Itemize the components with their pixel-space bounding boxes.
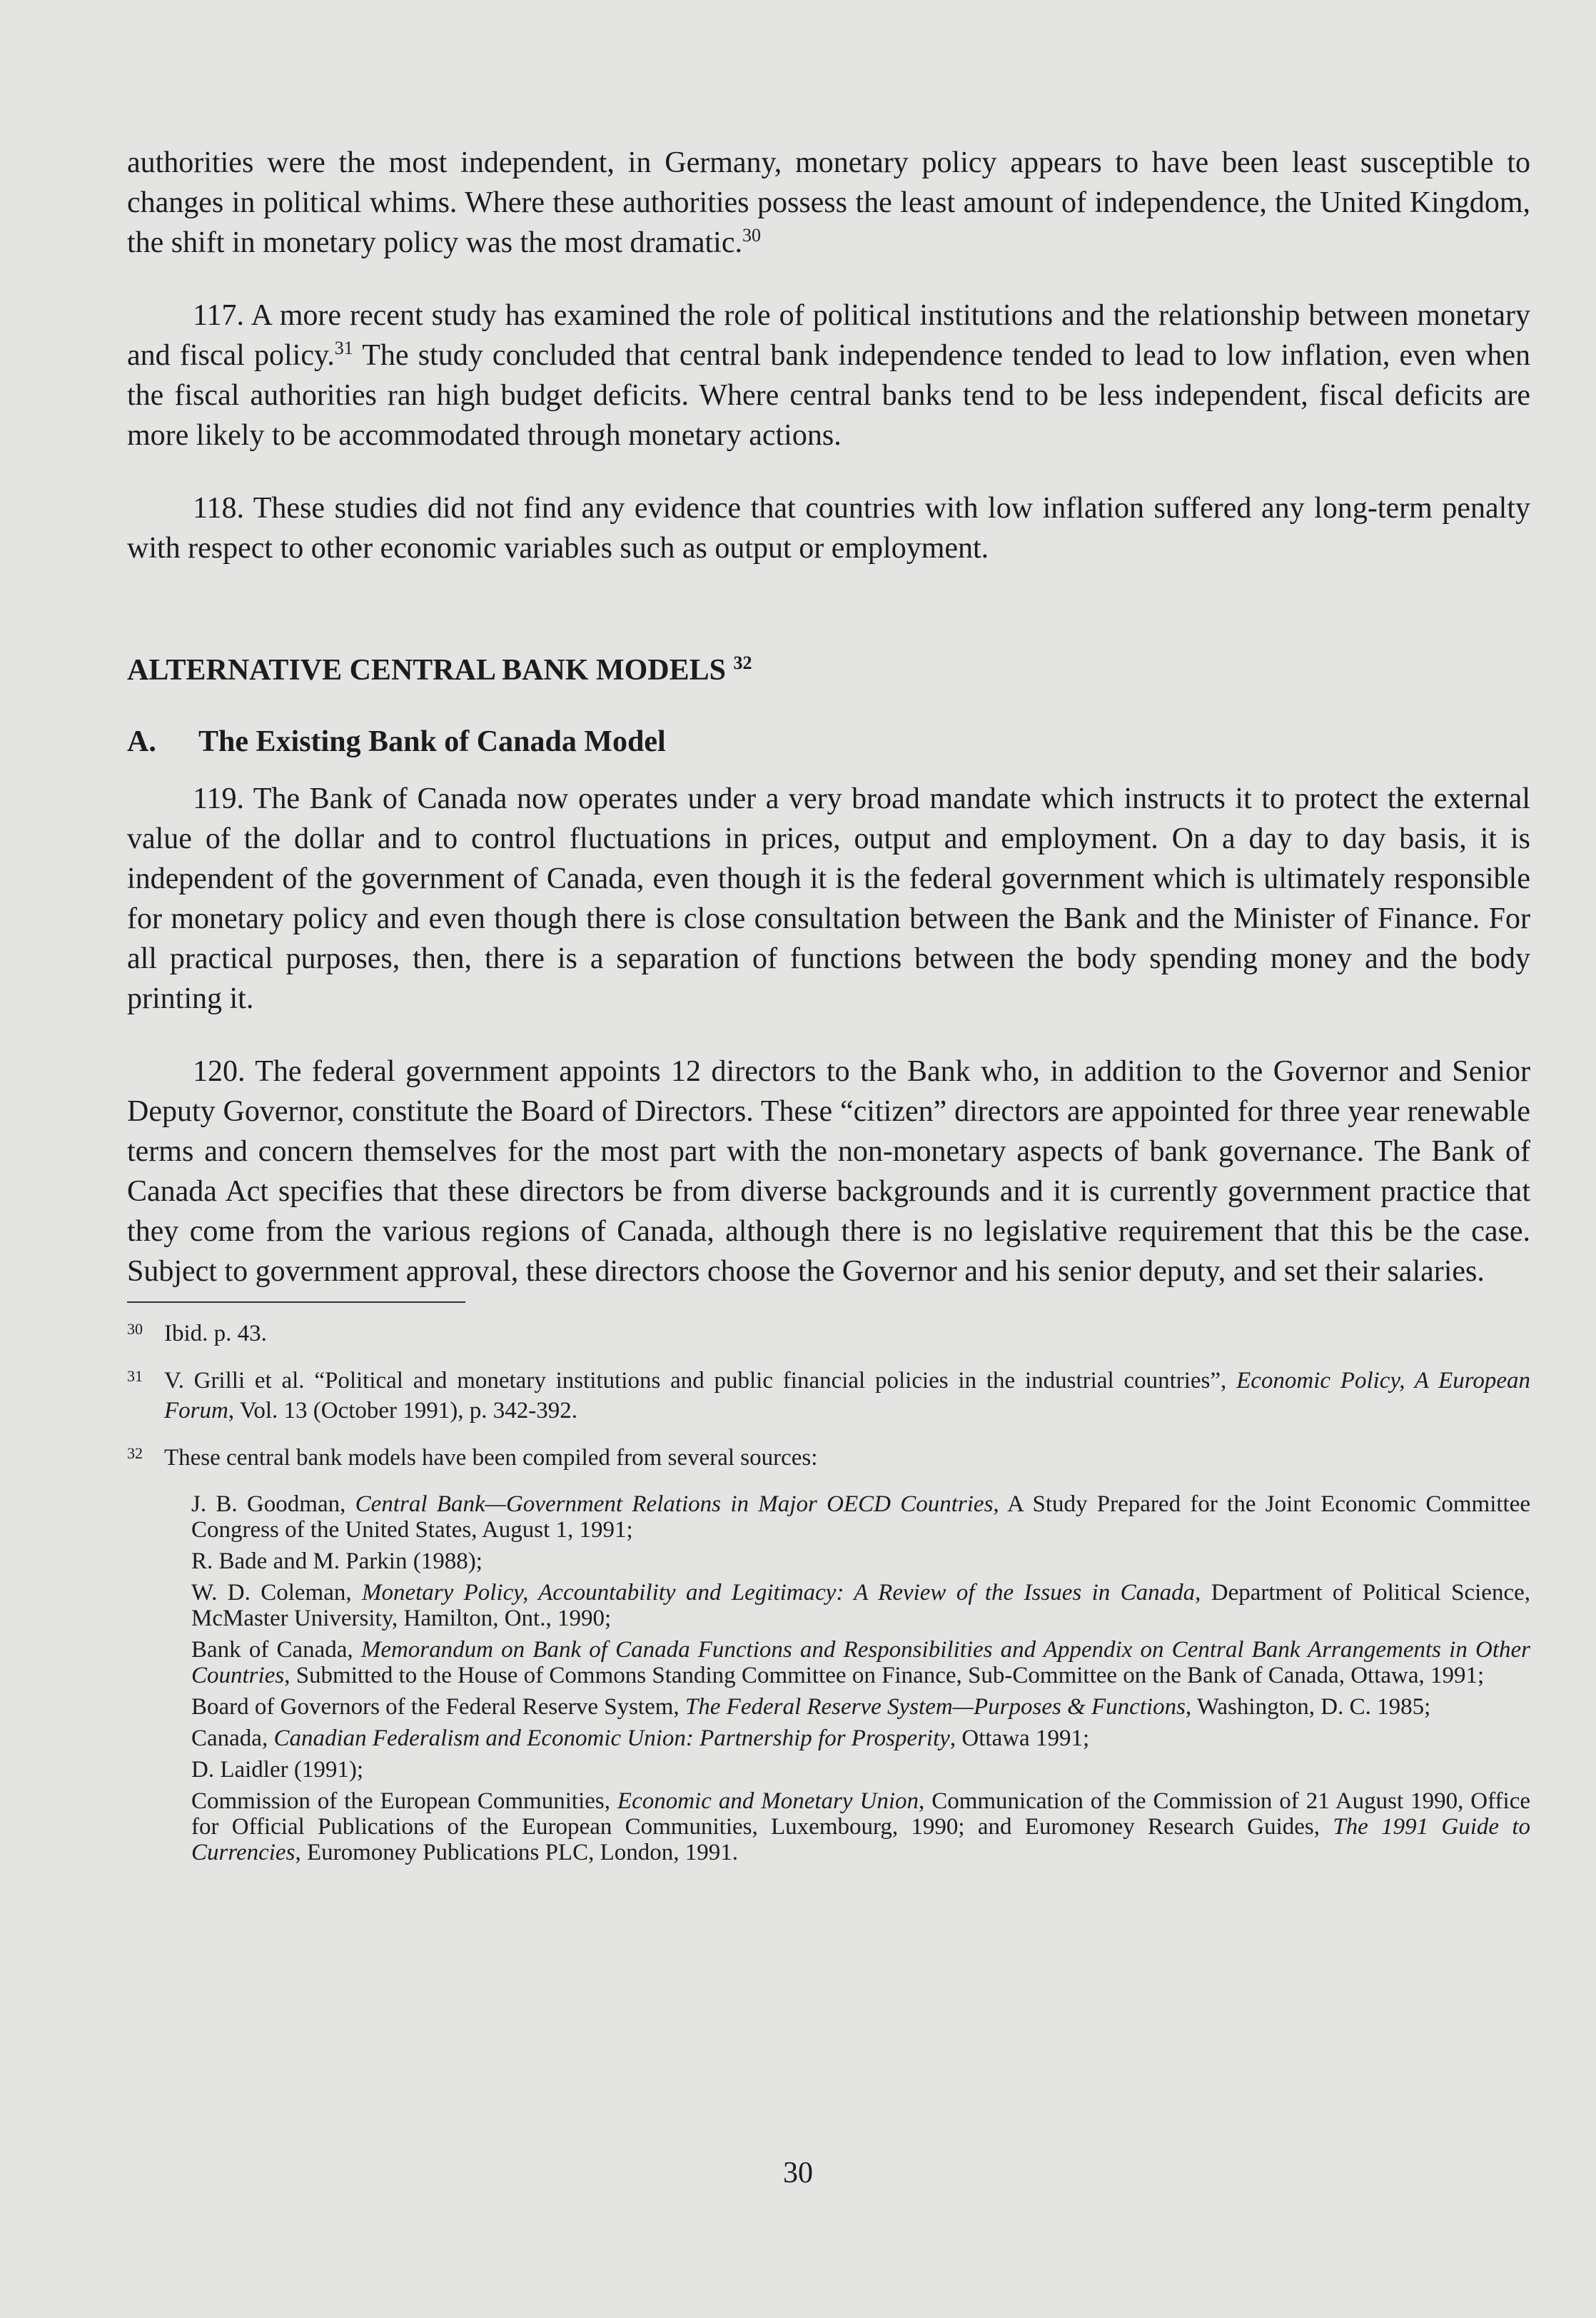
section-heading: ALTERNATIVE CENTRAL BANK MODELS $^{32}$ bbox=[127, 652, 752, 687]
source-item: R. Bade and M. Parkin (1988); bbox=[191, 1548, 483, 1574]
paragraph-117: 117. A more recent study has examined the role of political institutions and the relationship between monetary and fiscal policy.$^{31}$ The study concluded that central bank independence tended to lead to low inflation, even when the fiscal authorities ran high budget deficits. Where central banks tend to be less independent, fiscal deficits are more likely to be accommodated through monetary actions. bbox=[127, 299, 1530, 452]
paragraph-120: 120. The federal government appoints 12 directors to the Bank who, in addition to the Governor and Senior Deputy Governor, constitute the Board of Directors. These “citizen” directors are appointed for three year renewable terms and concern themselves for the most part with the non-monetary aspects of bank governance. The Bank of Canada Act specifies that these directors be from diverse backgrounds and it is currently government practice that they come from the various regions of Canada, although there is no legislative requirement that this be the case. Subject to government approval, these directors choose the Governor and his senior deputy, and set their salaries. bbox=[127, 1055, 1530, 1288]
source-item: J. B. Goodman, Central Bank—Government Relations in Major OECD Countries, A Study Prepared for the Joint Economic Committee Congress of the United States, August 1, 1991; bbox=[191, 1491, 1530, 1543]
subsection-heading bbox=[127, 722, 1530, 762]
subsection-title: The Existing Bank of Canada Model bbox=[198, 725, 666, 758]
source-item: D. Laidler (1991); bbox=[191, 1757, 364, 1783]
paragraph-119: 119. The Bank of Canada now operates under a very broad mandate which instructs it to protect the external value of the dollar and to control fluctuations in prices, output and employment. On a day to day basis, it is independent of the government of Canada, even though it is the federal government which is ultimately responsible for monetary policy and even though there is close consultation between the Bank and the Minister of Finance. For all practical purposes, then, there is a separation of functions between the body spending money and the body printing it. bbox=[127, 782, 1530, 1015]
footnote-ref-31: 31 bbox=[334, 338, 353, 358]
source-item: Board of Governors of the Federal Reserve System, The Federal Reserve System—Purposes & Functions, Washington, D. C. 1985; bbox=[191, 1694, 1431, 1720]
source-item: W. D. Coleman, Monetary Policy, Accountability and Legitimacy: A Review of the Issues in Canada, Department of Political Science, McMaster University, Hamilton, Ont., 1990; bbox=[191, 1580, 1530, 1631]
page-content bbox=[127, 143, 1530, 1865]
footnote-divider bbox=[127, 1301, 465, 1303]
source-item: Commission of the European Communities, Economic and Monetary Union, Communication of the Commission of 21 August 1990, Office for Official Publications of the European Communities, Luxembourg, 1990; and Euromoney Research Guides, The 1991 Guide to Currencies, Euromoney Publications PLC, London, 1991. bbox=[191, 1788, 1530, 1865]
paragraph-118: 118. These studies did not find any evidence that countries with low inflation suffered any long-term penalty with respect to other economic variables such as output or employment. bbox=[127, 492, 1530, 565]
footnote-32: 32 These central bank models have been compiled from several sources: bbox=[127, 1444, 818, 1471]
paragraph-116-continued: authorities were the most independent, in Germany, monetary policy appears to have been least susceptible to changes in political whims. Where these authorities possess the least amount of independence, the United Kingdom, the shift in monetary policy was the most dramatic.$^{30}$ bbox=[127, 146, 1530, 259]
footnote-31: 31 V. Grilli et al. “Political and monetary institutions and public financial policies in the industrial countries”, Economic Policy, A European Forum, Vol. 13 (October 1991), p. 342-392. bbox=[127, 1367, 1530, 1423]
source-item: Canada, Canadian Federalism and Economic Union: Partnership for Prosperity, Ottawa 1991; bbox=[191, 1725, 1090, 1751]
footnote-30: 30 Ibid. p. 43. bbox=[127, 1320, 267, 1346]
page-number: 30 bbox=[783, 2157, 813, 2189]
source-item: Bank of Canada, Memorandum on Bank of Canada Functions and Responsibilities and Appendix on Central Bank Arrangements in Other Countries, Submitted to the House of Commons Standing Committee on Finance, Sub-Committee on the Bank of Canada, Ottawa, 1991; bbox=[191, 1637, 1530, 1688]
subsection-letter: A. bbox=[127, 725, 156, 758]
source-list bbox=[127, 1491, 1530, 1865]
footnote-ref-32: 32 bbox=[733, 652, 752, 673]
footnote-ref-30: 30 bbox=[742, 225, 761, 246]
